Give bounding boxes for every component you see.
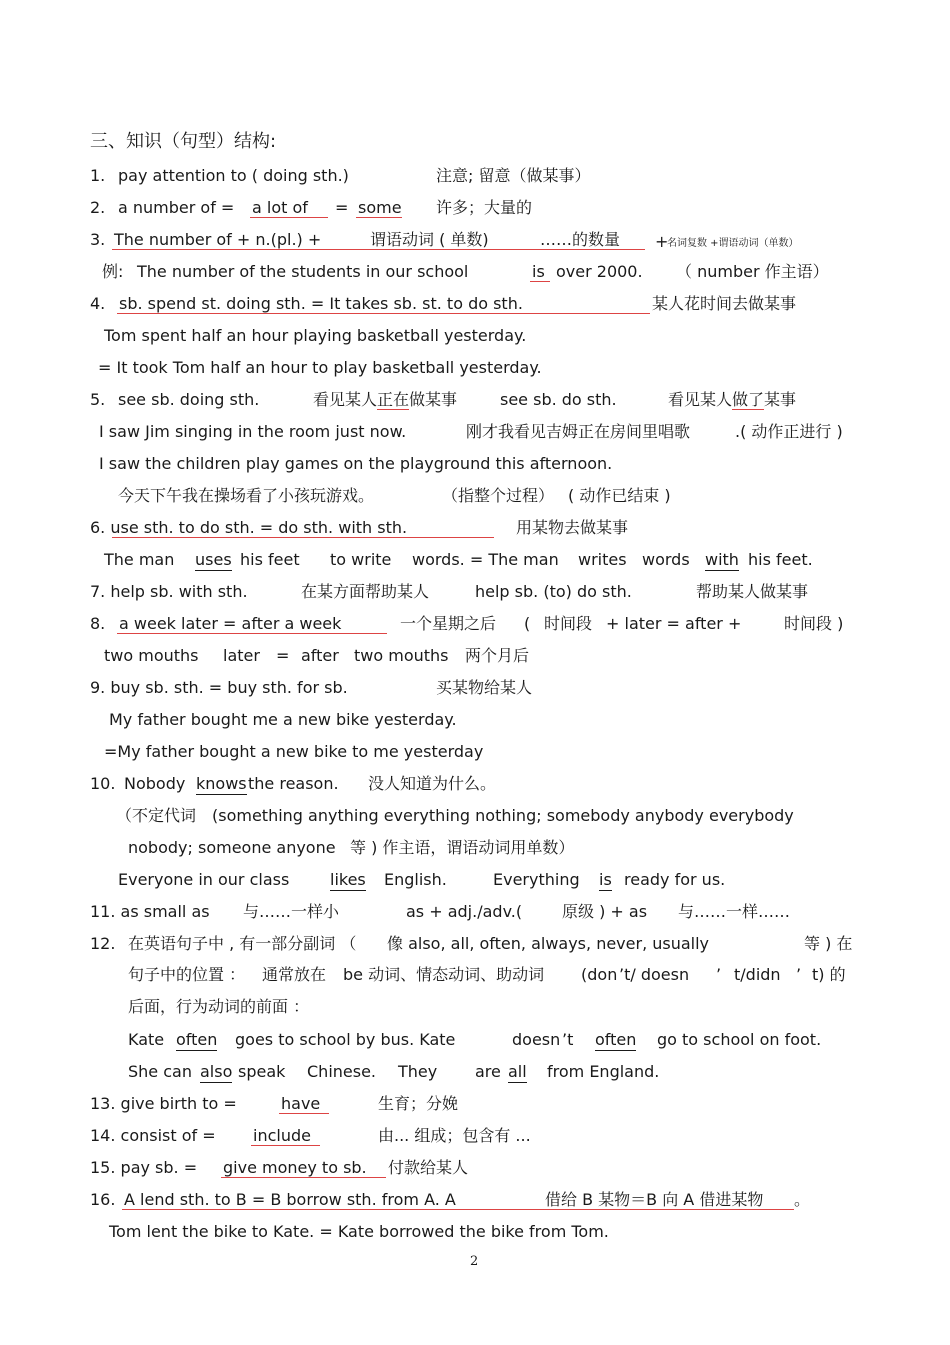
page-number: 2 [470,1254,479,1269]
item-15-chinese: 付款给某人 [388,1158,469,1177]
item-7-meaning-2: 帮助某人做某事 [696,582,809,601]
item-10-note-b: (something anything everything nothing; somebody anybody everybody [212,806,794,825]
emphasis-underline: 正在 [377,390,410,409]
item-8-chinese: 一个星期之后 [400,614,497,633]
item-16-chinese: 借给 B 某物＝B 向 A 借进某物 [545,1190,764,1209]
item-7-term-2: help sb. (to) do sth. [475,582,632,601]
item-8-formula: + later = after + [606,614,742,633]
item-12-example-1-answer-1: often [176,1030,218,1049]
item-12-example-2-e: They [398,1062,438,1081]
item-2-answer-2-underline [356,217,402,218]
item-10-example-answer-1: likes [330,870,366,889]
item-5-example-2-note-1: （指整个过程） [442,486,555,505]
item-11-formula: as + adj./adv.( [406,902,523,921]
item-10-c: the reason. [248,774,339,793]
item-14-chinese: 由... 组成；包含有 ... [378,1126,531,1145]
item-2-answer-2: some [358,198,402,217]
item-2-answer: a lot of [252,198,308,217]
item-10-chinese: 没人知道为什么。 [368,774,497,793]
item-6-structure: 6. use sth. to do sth. = do sth. with sth. [90,518,408,537]
item-10-example-answer-2: is [599,870,612,889]
item-6-answer-2: with [705,550,739,569]
item-5-example-1: I saw Jim singing in the room just now. [99,422,407,441]
item-5-meaning-1: 看见某人正在做某事 [313,390,458,409]
item-2-answer-underline [250,217,328,218]
item-3-meaning: ……的数量 [540,230,621,249]
item-2-equals: = [335,198,349,217]
item-8-example-a: two mouths [104,646,199,665]
item-12-line2-f: ’ [716,965,722,984]
item-8-example-c: = [276,646,290,665]
item-1-chinese: 注意; 留意（做某事） [436,166,591,185]
item-8-example-d: after [301,646,339,665]
item-12-line2-b: 通常放在 [262,965,327,984]
item-10-example-c: English. [384,870,447,889]
item-8-paren: ( [524,614,531,633]
item-8-example-e: two mouths [354,646,449,665]
item-11-meaning: 与……一样小 [243,902,340,921]
item-5-example-1-note: .( 动作正进行 ) [735,422,843,441]
item-16-underline [122,1209,794,1210]
item-10-note-d: 等 ) 作主语，谓语动词用单数） [350,838,575,857]
item-13-answer: have [281,1094,321,1113]
item-12-line2-d: (don [581,965,618,984]
item-4-chinese: 某人花时间去做某事 [652,294,797,313]
example-label: 例: [102,262,124,281]
item-12-b: 像 also, all, often, always, never, usually [387,934,710,953]
item-12-example-1-answer-2: often [595,1030,637,1049]
item-14-answer-underline [251,1145,320,1146]
item-12-example-1-a: Kate [128,1030,165,1049]
item-14-term: 14. consist of = [90,1126,216,1145]
item-4-example-2: = It took Tom half an hour to play basketball yesterday. [98,358,542,377]
item-9-chinese: 买某物给某人 [436,678,533,697]
item-14-answer: include [253,1126,311,1145]
item-6-chinese: 用某物去做某事 [516,518,629,537]
item-12-example-2-d: Chinese. [307,1062,377,1081]
item-15-term: 15. pay sb. = [90,1158,198,1177]
item-12-c: 等 ) 在 [804,934,853,953]
item-8-period: 时间段 [544,614,593,633]
item-16-period: 。 [794,1190,811,1209]
item-11-term: 11. as small as [90,902,210,921]
item-13-term: 13. give birth to = [90,1094,237,1113]
item-6-example-d: words. = The man [412,550,559,569]
item-5-example-2-note-2: ( 动作已结束 ) [568,486,671,505]
item-16-example: Tom lent the bike to Kate. = Kate borrowed the bike from Tom. [109,1222,609,1241]
item-6-example-b: his feet [240,550,300,569]
example-sentence: The number of the students in our school [137,262,469,281]
item-6-underline [112,537,494,538]
item-10-note-c: nobody; someone anyone [128,838,336,857]
item-6-answer-1: uses [195,550,232,569]
item-15-answer-underline [221,1177,386,1178]
item-5-example-1-cn: 刚才我看见吉姆正在房间里唱歌 [466,422,691,441]
example-note: （ number 作主语） [676,262,829,281]
item-2-term: a number of = [118,198,235,217]
item-13-answer-underline [279,1113,329,1114]
item-7-meaning-1: 在某方面帮助某人 [301,582,430,601]
item-number: 1. [90,166,106,185]
item-2-number: 2. [90,198,106,217]
item-5-example-2-cn: 今天下午我在操场看了小孩玩游戏。 [118,486,375,505]
item-3-structure: The number of + n.(pl.) + [114,230,322,249]
item-12-example-2-f: are [475,1062,501,1081]
item-8-number: 8. [90,614,106,633]
item-8-example-cn: 两个月后 [465,646,530,665]
item-3-number: 3. [90,230,106,249]
item-10-example-d: Everything [493,870,580,889]
item-5-meaning-2: 看见某人做了某事 [668,390,797,409]
item-12-example-1-e: ’t [562,1030,574,1049]
item-10-example-f: ready for us. [624,870,726,889]
item-5-term-1: see sb. doing sth. [118,390,260,409]
item-11-meaning-2: 与……一样…… [678,902,791,921]
item-3-underline [112,249,645,250]
item-12-example-1-g: go to school on foot. [657,1030,822,1049]
item-12-line2-h: ’ [796,965,802,984]
item-16-number: 16. [90,1190,116,1209]
item-16-structure: A lend sth. to B = B borrow sth. from A. A [124,1190,456,1209]
item-15-answer: give money to sb. [223,1158,367,1177]
item-12-number: 12. [90,934,116,953]
item-12-example-1-c: goes to school by bus. Kate [235,1030,456,1049]
item-4-underline [117,313,650,314]
item-2-chinese: 许多；大量的 [436,198,533,217]
item-10-a: Nobody [124,774,186,793]
item-12-example-2-answer-2: all [508,1062,527,1081]
item-6-example-e: writes [578,550,627,569]
item-9-example-2: =My father bought a new bike to me yesterday [104,742,484,761]
item-3-note: 名词复数 +谓语动词（单数） [667,238,799,249]
section-heading: 三、知识（句型）结构: [90,131,277,152]
item-6-example-f: words [642,550,690,569]
item-9-example-1: My father bought me a new bike yesterday. [109,710,457,729]
emphasis-underline: 做了 [732,390,765,409]
item-12-line2-i: t) 的 [812,965,846,984]
item-13-chinese: 生育；分娩 [378,1094,459,1113]
item-5-term-2: see sb. do sth. [500,390,617,409]
item-1 [90,166,105,186]
item-8-period-2: 时间段 ) [784,614,844,633]
item-4-number: 4. [90,294,106,313]
item-6-example: The man [104,550,175,569]
item-10-note-a: （不定代词 [116,806,197,825]
item-12-example-1-d: doesn [512,1030,561,1049]
example-answer: is [532,262,545,281]
item-8-structure: a week later = after a week [119,614,342,633]
item-10-example-a: Everyone in our class [118,870,290,889]
item-10-number: 10. [90,774,116,793]
item-9-structure: 9. buy sb. sth. = buy sth. for sb. [90,678,348,697]
item-5-number: 5. [90,390,106,409]
item-12-line2-g: t/didn [734,965,781,984]
item-12-example-2-answer-1: also [200,1062,233,1081]
item-6-example-g: his feet. [748,550,813,569]
item-12-line2-a: 句子中的位置 ： [128,965,246,984]
item-3-plus: + [655,232,669,251]
item-11-formula-2: 原级 ) + as [562,902,648,921]
item-10-answer: knows [196,774,247,793]
item-8-example-b: later [223,646,260,665]
item-12-a: 在英语句子中 , 有一部分副词 （ [128,934,357,953]
item-6-example-c: to write [330,550,392,569]
item-5-example-2: I saw the children play games on the playground this afternoon. [99,454,613,473]
item-4-structure: sb. spend st. doing sth. = It takes sb. st. to do sth. [119,294,523,313]
item-7-term-1: 7. help sb. with sth. [90,582,248,601]
item-12-line2-c: be 动词、情态动词、助动词 [343,965,545,984]
example-answer-underline [530,281,550,282]
item-4-example-1: Tom spent half an hour playing basketball yesterday. [104,326,527,345]
item-8-underline [117,633,387,634]
item-12-example-2-c: speak [238,1062,286,1081]
item-12-example-2-a: She can [128,1062,192,1081]
item-1-english: pay attention to ( doing sth.) [118,166,349,185]
item-12-line3: 后面，行为动词的前面 ： [128,997,310,1016]
item-12-example-2-h: from England. [547,1062,660,1081]
item-3-verb: 谓语动词 ( 单数) [370,230,489,249]
item-12-line2-e: ’t/ doesn [619,965,690,984]
example-rest: over 2000. [556,262,643,281]
